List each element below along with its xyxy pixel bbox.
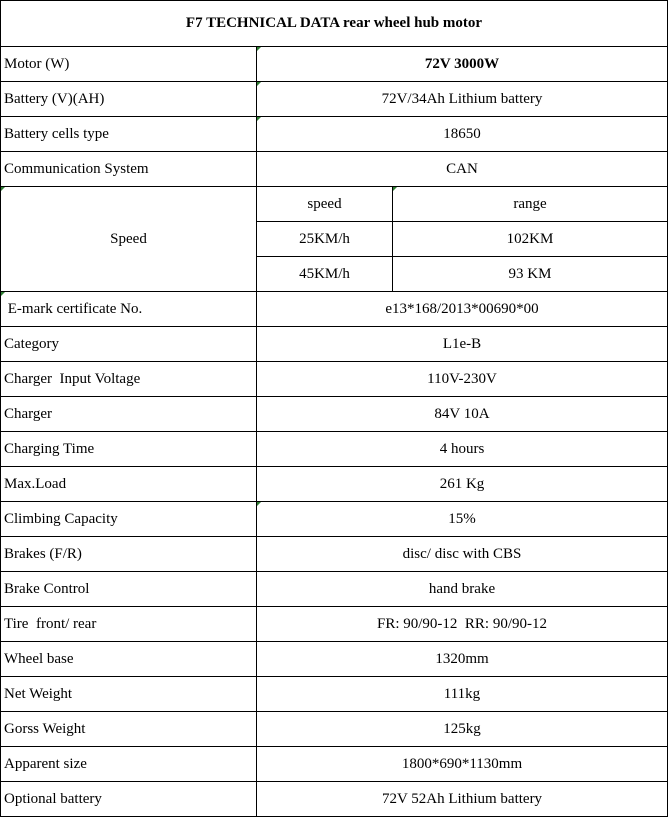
cell-marker: [1, 292, 5, 296]
table-row: [1, 502, 668, 537]
range-value: 102KM: [393, 222, 668, 257]
row-value-optional-battery: 72V 52Ah Lithium battery: [257, 782, 668, 817]
row-value-wheel-base: 1320mm: [257, 642, 668, 677]
row-value-cells: 18650: [257, 117, 668, 152]
speed-value: 25KM/h: [257, 222, 393, 257]
range-column-header: range: [393, 187, 668, 222]
table-row: [1, 572, 668, 607]
cell-marker: [257, 117, 261, 121]
row-label-gross-weight: Gorss Weight: [1, 712, 257, 747]
cell-marker: [257, 47, 261, 51]
table-row: [1, 82, 668, 117]
row-label-optional-battery: Optional battery: [1, 782, 257, 817]
table-row: [1, 362, 668, 397]
row-label-tire: Tire front/ rear: [1, 607, 257, 642]
speed-value: 45KM/h: [257, 257, 393, 292]
row-value-category: L1e-B: [257, 327, 668, 362]
row-label-brake-control: Brake Control: [1, 572, 257, 607]
row-label-charger: Charger: [1, 397, 257, 432]
row-value-emark: e13*168/2013*00690*00: [257, 292, 668, 327]
speed-column-header: speed: [257, 187, 393, 222]
row-value-gross-weight: 125kg: [257, 712, 668, 747]
table-row: [1, 747, 668, 782]
table-row: [1, 47, 668, 82]
row-value-tire: FR: 90/90-12 RR: 90/90-12: [257, 607, 668, 642]
table-row: [1, 467, 668, 502]
row-value-brake-control: hand brake: [257, 572, 668, 607]
table-row: [1, 607, 668, 642]
speed-header-row: [1, 187, 668, 222]
table-row: [1, 642, 668, 677]
row-label-apparent-size: Apparent size: [1, 747, 257, 782]
table-row: [1, 117, 668, 152]
row-label-wheel-base: Wheel base: [1, 642, 257, 677]
row-label-climbing: Climbing Capacity: [1, 502, 257, 537]
row-value-charger-input: 110V-230V: [257, 362, 668, 397]
row-value-net-weight: 111kg: [257, 677, 668, 712]
row-value-communication: CAN: [257, 152, 668, 187]
table-title: F7 TECHNICAL DATA rear wheel hub motor: [1, 1, 668, 47]
table-row: [1, 397, 668, 432]
table-row: [1, 327, 668, 362]
row-value-charger: 84V 10A: [257, 397, 668, 432]
row-label-max-load: Max.Load: [1, 467, 257, 502]
row-value-brakes: disc/ disc with CBS: [257, 537, 668, 572]
table-row: [1, 677, 668, 712]
title-row: [1, 1, 668, 47]
row-value-charging-time: 4 hours: [257, 432, 668, 467]
table-row: [1, 152, 668, 187]
row-value-max-load: 261 Kg: [257, 467, 668, 502]
row-value-motor: 72V 3000W: [257, 47, 668, 82]
row-value-apparent-size: 1800*690*1130mm: [257, 747, 668, 782]
row-label-category: Category: [1, 327, 257, 362]
table-row: [1, 432, 668, 467]
row-label-motor: Motor (W): [1, 47, 257, 82]
cell-marker: [1, 187, 5, 191]
table-row: [1, 292, 668, 327]
cell-marker: [393, 187, 397, 191]
row-label-charger-input: Charger Input Voltage: [1, 362, 257, 397]
row-label-charging-time: Charging Time: [1, 432, 257, 467]
table-row: [1, 537, 668, 572]
row-label-emark: E-mark certificate No.: [1, 292, 257, 327]
table-row: [1, 782, 668, 817]
row-value-battery: 72V/34Ah Lithium battery: [257, 82, 668, 117]
table-row: [1, 712, 668, 747]
row-label-brakes: Brakes (F/R): [1, 537, 257, 572]
row-label-cells: Battery cells type: [1, 117, 257, 152]
range-value: 93 KM: [393, 257, 668, 292]
row-label-battery: Battery (V)(AH): [1, 82, 257, 117]
cell-marker: [257, 502, 261, 506]
cell-marker: [257, 82, 261, 86]
speed-label: Speed: [1, 187, 257, 292]
row-value-climbing: 15%: [257, 502, 668, 537]
row-label-net-weight: Net Weight: [1, 677, 257, 712]
row-label-communication: Communication System: [1, 152, 257, 187]
